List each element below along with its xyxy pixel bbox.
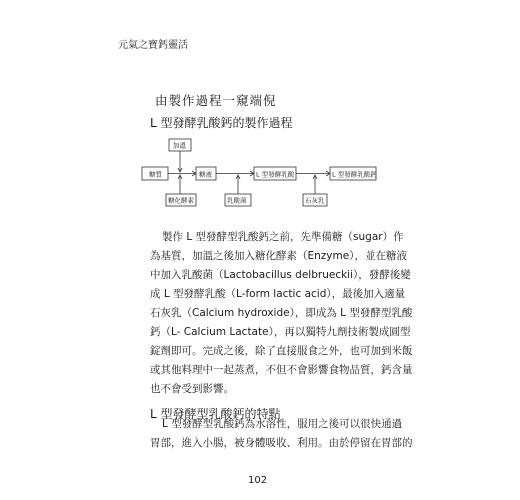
node-lactic-bacteria-label: 乳酸菌 <box>227 196 247 205</box>
paragraph-line: 鈣（L- Calcium Lactate），再以獨特九劑技術製成圓型 <box>150 326 411 338</box>
running-header: 元氣之寶鈣靈活 <box>118 40 188 51</box>
node-limestone-label: 石灰乳 <box>305 196 325 205</box>
node-l-calcium-lactate-label: L 型發酵乳酸鈣 <box>332 170 377 179</box>
production-process-diagram <box>136 135 396 215</box>
process-description-paragraph <box>150 228 413 399</box>
paragraph-line: 石灰乳（Calcium hydroxide），即成為 L 型發酵型乳酸 <box>150 307 413 319</box>
node-l-lactic-acid-label: L 型發酵乳酸 <box>256 170 295 179</box>
features-paragraph <box>150 415 413 453</box>
paragraph-line: L 型發酵型乳酸鈣為水溶性，服用之後可以很快通過 <box>162 418 403 430</box>
paragraph-line: 或其他料理中一起蒸煮，不但不會影響食物品質，鈣含量 <box>150 364 413 376</box>
features-subtitle: L 型發酵型乳酸鈣的特點 <box>150 407 281 421</box>
process-subtitle: L 型發酵乳酸鈣的製作過程 <box>150 116 293 130</box>
paragraph-line: 為基質，加溫之後加入糖化酵素（Enzyme），並在糖液 <box>150 250 407 262</box>
paragraph-line: 錠劑即可。完成之後，除了直接服食之外，也可加到米飯 <box>150 345 413 357</box>
paragraph-line: 製作 L 型發酵型乳酸鈣之前，先準備糖（sugar）作 <box>162 231 404 243</box>
paragraph-line: 成 L 型發酵乳酸（L-form lactic acid），最後加入適量 <box>150 288 406 300</box>
paragraph-line: 胃部，進入小腸，被身體吸收、利用。由於停留在胃部的 <box>150 437 413 449</box>
section-title: 由製作過程一窺端倪 <box>155 93 277 108</box>
node-sugar-label: 糖質 <box>149 170 162 179</box>
node-enzyme-label: 糖化酵素 <box>168 196 194 205</box>
page-number: 102 <box>248 475 268 486</box>
paragraph-line: 中加入乳酸菌（Lactobacillus delbrueckii），發酵後變 <box>150 269 411 281</box>
node-syrup-label: 糖液 <box>199 170 212 179</box>
paragraph-line: 也不會受到影響。 <box>150 383 234 395</box>
node-heat-label: 加溫 <box>173 141 186 150</box>
